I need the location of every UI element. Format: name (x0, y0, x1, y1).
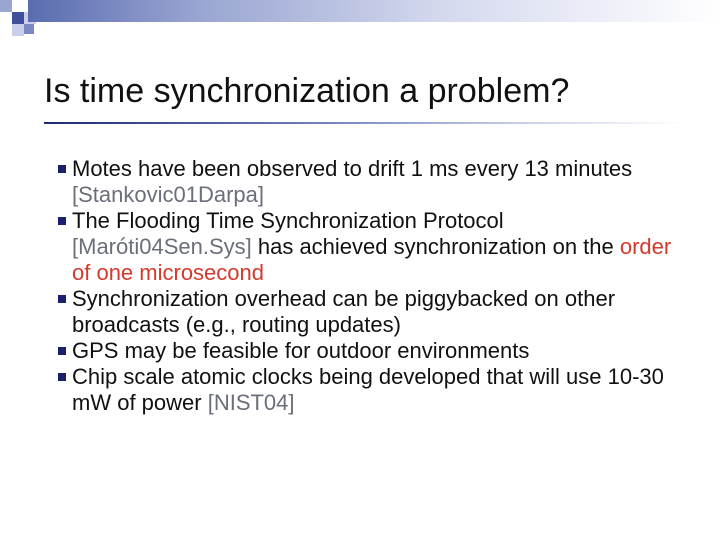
citation-reference: [NIST04] (207, 390, 295, 415)
slide-title: Is time synchronization a problem? (44, 72, 570, 110)
bullet-text: GPS may be feasible for outdoor environments (72, 338, 530, 363)
square-bullet-icon (58, 165, 66, 173)
list-item (60, 286, 680, 338)
square-bullet-icon (58, 217, 66, 225)
citation-reference: [Maróti04Sen.Sys] (72, 234, 252, 259)
list-item (60, 208, 680, 286)
highlighted-text: order of one microsecond (72, 234, 672, 285)
bullet-text: has achieved synchronization on the (251, 234, 620, 259)
corner-square-icon (12, 12, 24, 24)
corner-square-icon (12, 24, 24, 36)
bullet-text: Synchronization overhead can be piggybacked on other broadcasts (e.g., routing updates) (72, 286, 616, 337)
title-underline (44, 122, 684, 124)
bullet-text: Chip scale atomic clocks being developed that will use 10-30 mW of power (72, 364, 664, 415)
list-item (60, 156, 680, 208)
corner-square-icon (24, 24, 34, 34)
list-item (60, 338, 680, 364)
citation-reference: [Stankovic01Darpa] (72, 182, 264, 207)
corner-square-icon (12, 0, 24, 12)
corner-square-icon (0, 0, 12, 12)
bullet-text: Motes have been observed to drift 1 ms every 13 minutes (72, 156, 633, 181)
square-bullet-icon (58, 295, 66, 303)
bullet-text: The Flooding Time Synchronization Protocol (72, 208, 504, 233)
square-bullet-icon (58, 347, 66, 355)
bullet-list (60, 156, 680, 416)
corner-square-icon (0, 12, 12, 24)
header-band (28, 0, 720, 22)
list-item (60, 364, 680, 416)
square-bullet-icon (58, 373, 66, 381)
